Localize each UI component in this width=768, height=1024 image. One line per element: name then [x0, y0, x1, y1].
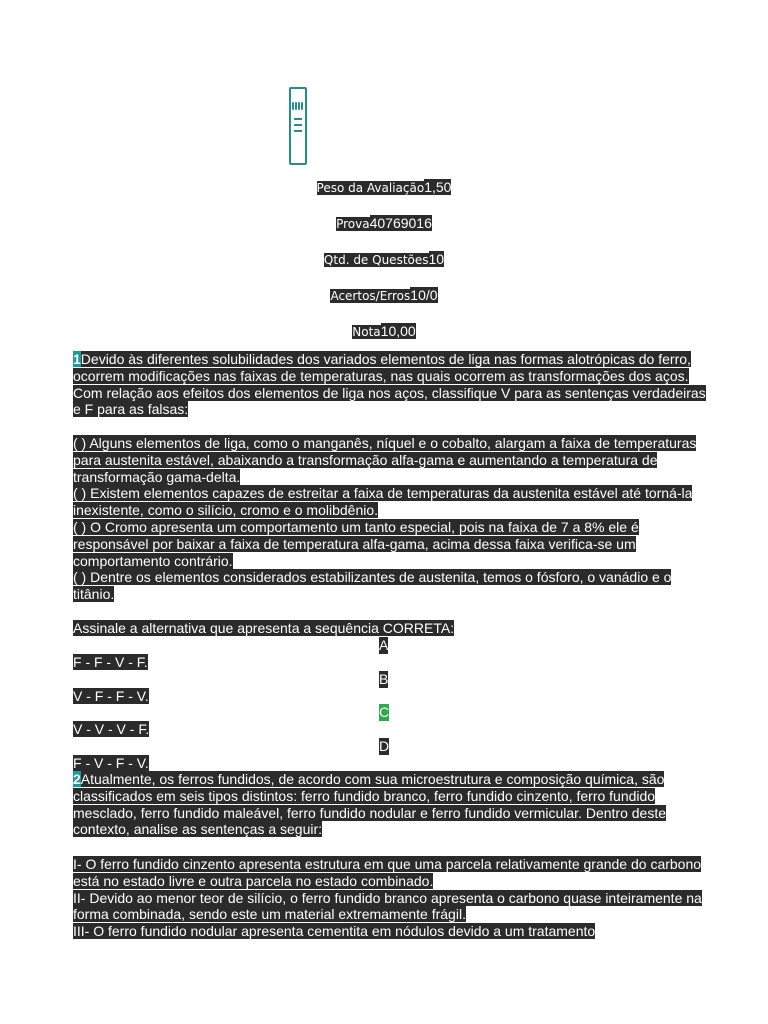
question-2-stem — [73, 771, 713, 838]
nota-label: Nota — [352, 325, 381, 339]
question-1-statements — [73, 435, 713, 603]
prova-value: 40769016 — [369, 215, 432, 231]
option-a-letter-row[interactable] — [73, 637, 713, 654]
instruction-text: Assinale a alternativa que apresenta a sequência CORRETA: — [73, 620, 455, 636]
option-letter-correct[interactable]: C — [379, 704, 390, 720]
option-d-letter-row[interactable] — [73, 738, 713, 755]
option-b-letter-row[interactable] — [73, 671, 713, 688]
logo-bar — [294, 118, 302, 120]
acertos-row — [0, 286, 768, 305]
peso-row — [0, 178, 768, 197]
acertos-value: 10/0 — [410, 287, 438, 303]
qtd-row — [0, 250, 768, 269]
option-letter[interactable]: D — [379, 738, 390, 754]
acertos-label: Acertos/Erros — [330, 289, 411, 303]
logo-bar — [294, 130, 302, 132]
option-letter[interactable]: A — [379, 637, 389, 653]
nota-row — [0, 322, 768, 341]
peso-value: 1,50 — [424, 179, 452, 195]
option-d-text-row[interactable] — [73, 755, 713, 772]
statement: III- O ferro fundido nodular apresenta cementita em nódulos devido a um tratamento — [73, 923, 596, 940]
statement: I- O ferro fundido cinzento apresenta estrutura em que uma parcela relativamente grande do carbono está no estado livre e outra parcela no estado combinado. — [73, 856, 702, 889]
option-a-text-row[interactable] — [73, 654, 713, 671]
option-c-text-row[interactable] — [73, 721, 713, 738]
prova-label: Prova — [336, 217, 370, 231]
question-stem-text: Atualmente, os ferros fundidos, de acordo com sua microestrutura e composição química, são classificados em seis tipos distintos: ferro fundido branco, ferro fundido cinzento, ferro fundido mesclado, ferro fundido maleável, ferro fundido nodular e ferro fundido vermicular. Dentro deste contexto, analise as sentenças a seguir: — [73, 771, 666, 838]
prova-row — [0, 214, 768, 233]
option-b-text-row[interactable] — [73, 688, 713, 705]
option-text[interactable]: F - V - F - V. — [73, 755, 149, 771]
question-1-stem — [73, 351, 713, 418]
question-number: 1 — [73, 351, 81, 367]
question-1-instruction — [73, 620, 713, 637]
statement: ( ) Existem elementos capazes de estreitar a faixa de temperaturas da austenita estável até torná-la inexistente, como o silício, cromo e o molibdênio. — [73, 485, 693, 519]
qtd-label: Qtd. de Questões — [323, 253, 429, 267]
question-2-statements — [73, 856, 713, 940]
option-text[interactable]: V - F - F - V. — [73, 688, 149, 704]
statement: ( ) Dentre os elementos considerados estabilizantes de austenita, temos o fósforo, o vanádio e o titânio. — [73, 569, 672, 603]
nota-value: 10,00 — [380, 323, 416, 339]
statement: ( ) Alguns elementos de liga, como o manganês, níquel e o cobalto, alargam a faixa de temperaturas para austenita estável, abaixando a transformação alfa-gama e aumentando a temperatura de transformação gama-delta. — [73, 435, 697, 485]
statement: II- Devido ao menor teor de silício, o ferro fundido branco apresenta o carbono quase inteiramente na forma combinada, sendo este um material extremamente frágil. — [73, 889, 702, 923]
question-number: 2 — [73, 771, 81, 787]
institution-logo-icon — [289, 87, 307, 165]
qtd-value: 10 — [428, 251, 445, 267]
question-stem-text: Devido às diferentes solubilidades dos variados elementos de liga nas formas alotrópicas do ferro, ocorrem modificações nas faixas de temperaturas, nas quais ocorrem as transformações dos aços. Com relação aos efeitos dos elementos de liga nos aços, classifique V para as sentenças verdadeiras e F para as falsas: — [73, 351, 706, 418]
logo-bar — [294, 124, 302, 126]
statement: ( ) O Cromo apresenta um comportamento um tanto especial, pois na faixa de 7 a 8% ele é responsável por baixar a faixa de temperatura alfa-gama, acima dessa faixa verifica-se um comportamento contrário. — [73, 518, 639, 569]
logo-dots — [292, 102, 304, 110]
peso-label: Peso da Avaliação — [316, 181, 425, 195]
option-letter[interactable]: B — [379, 671, 389, 687]
option-text[interactable]: V - V - V - F. — [73, 721, 150, 737]
option-c-letter-row[interactable] — [73, 704, 713, 721]
option-text[interactable]: F - F - V - F. — [73, 654, 148, 670]
